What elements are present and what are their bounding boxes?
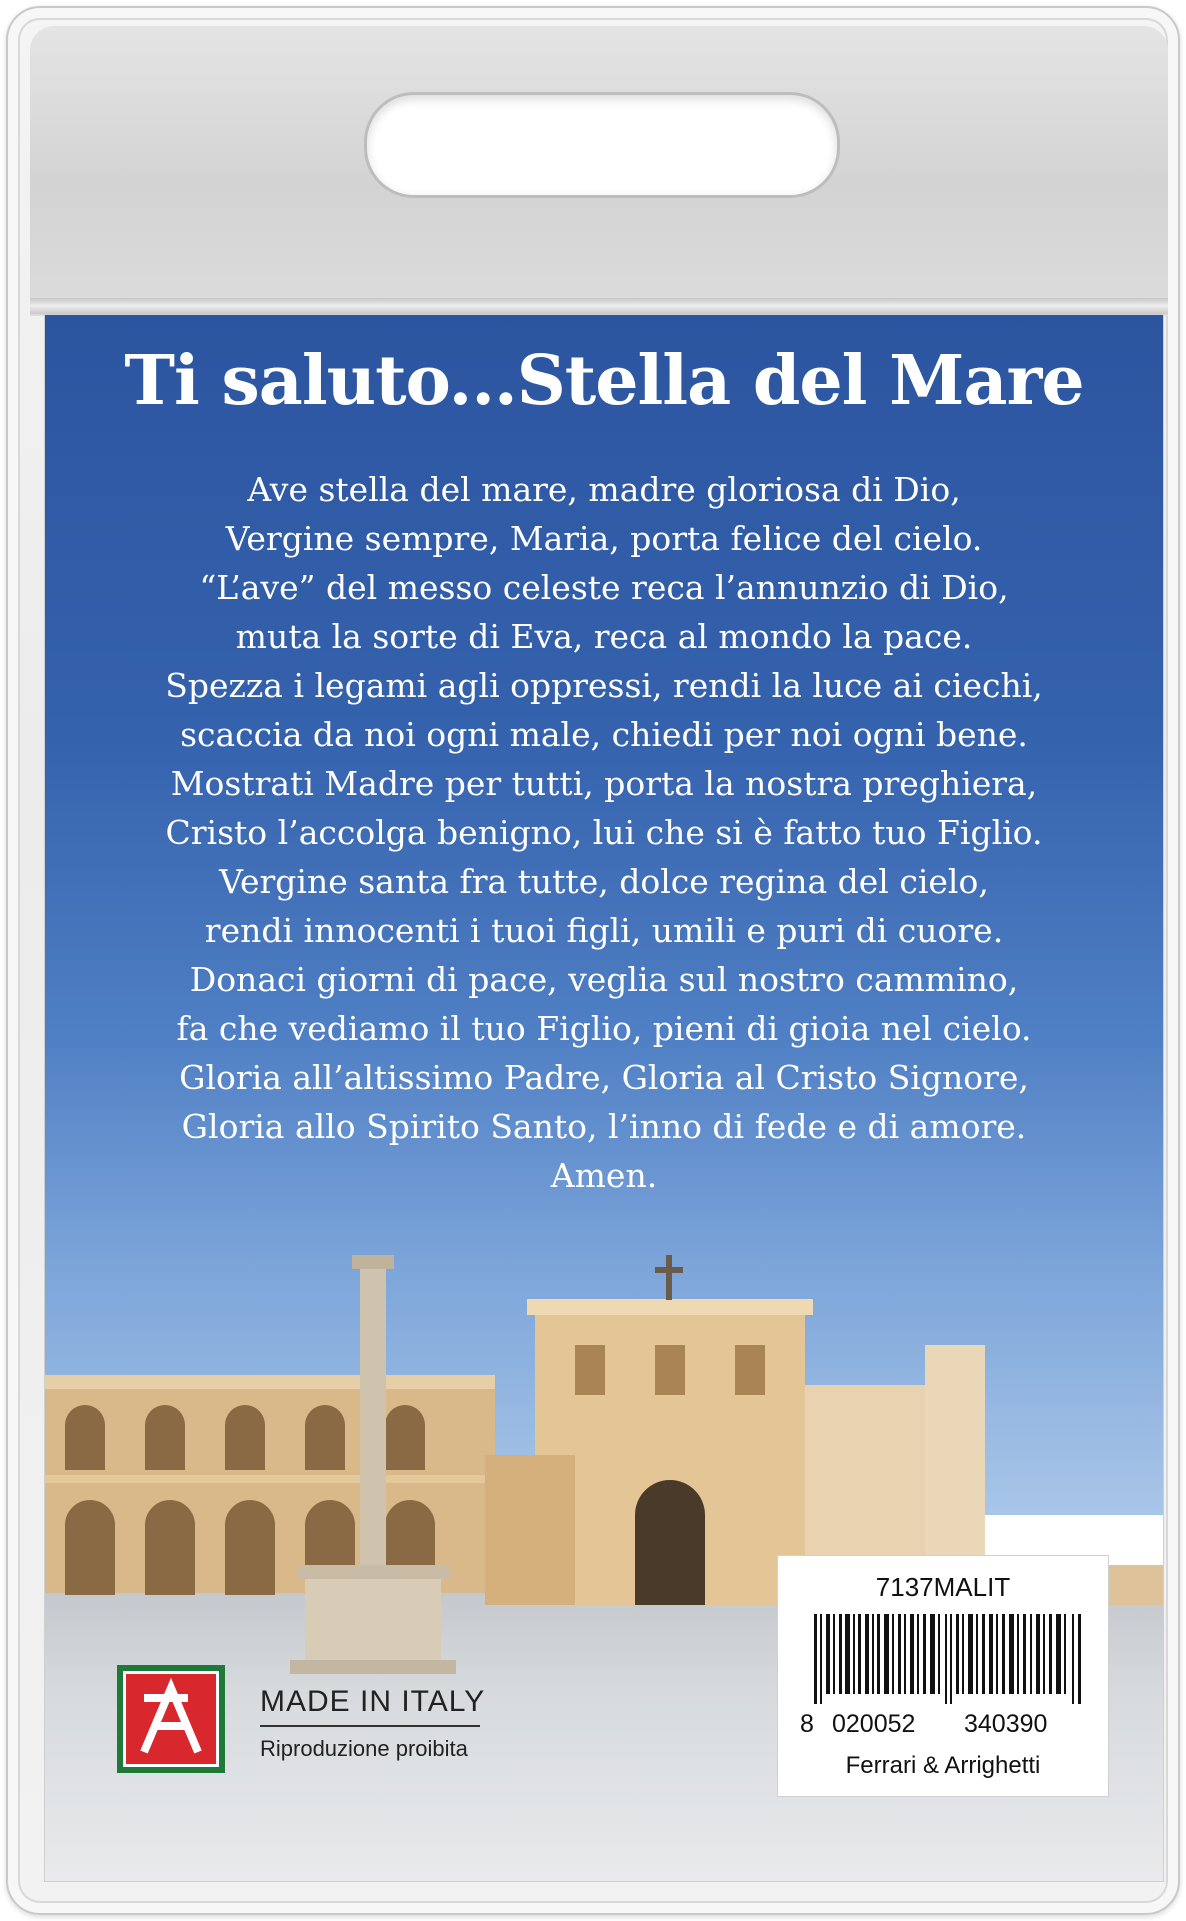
prayer-line: Gloria allo Spirito Santo, l’inno di fede e di amore.	[181, 1107, 1027, 1146]
prayer-line: Vergine sempre, Maria, porta felice del cielo.	[225, 519, 983, 558]
prayer-line: Donaci giorni di pace, veglia sul nostro cammino,	[189, 960, 1019, 999]
made-in-italy: MADE IN ITALY	[260, 1685, 486, 1718]
arcade-building	[45, 1375, 495, 1595]
prayer-line: Cristo l’accolga benigno, lui che si è fatto tuo Figlio.	[165, 813, 1043, 852]
prayer-line: fa che vediamo il tuo Figlio, pieni di gioia nel cielo.	[176, 1009, 1032, 1048]
blister-package	[6, 6, 1180, 1915]
reproduction-notice: Riproduzione proibita	[260, 1736, 468, 1761]
prayer-line: muta la sorte di Eva, reca al mondo la pace.	[235, 617, 973, 656]
brand-logo	[117, 1665, 225, 1773]
barcode-digits-right: 340390	[964, 1710, 1048, 1738]
product-code: 7137MALIT	[875, 1572, 1011, 1602]
prayer-card	[44, 314, 1164, 1882]
barcode-icon	[814, 1614, 1084, 1704]
church-building	[485, 1255, 1163, 1605]
prayer-line: Ave stella del mare, madre gloriosa di Dio,	[247, 470, 961, 509]
prayer-line: scaccia da noi ogni male, chiedi per noi ogni bene.	[180, 715, 1028, 754]
product-label	[777, 1555, 1109, 1797]
brand-name: Ferrari & Arrighetti	[845, 1752, 1041, 1779]
fa-monogram-icon	[126, 1674, 216, 1764]
made-in-divider	[260, 1725, 480, 1727]
package-seal	[30, 298, 1168, 314]
logo-mark	[123, 1671, 219, 1767]
prayer-line: Mostrati Madre per tutti, porta la nostra preghiera,	[170, 764, 1038, 803]
barcode-digit-prefix: 8	[800, 1710, 814, 1738]
hang-hole	[364, 92, 840, 198]
barcode-digits-left: 020052	[832, 1710, 916, 1738]
prayer-line: Vergine santa fra tutte, dolce regina del cielo,	[219, 862, 989, 901]
prayer-text	[45, 465, 1163, 1200]
card-title: Ti saluto...Stella del Mare	[124, 341, 1084, 421]
prayer-line: Gloria all’altissimo Padre, Gloria al Cristo Signore,	[179, 1058, 1029, 1097]
prayer-line: Spezza i legami agli oppressi, rendi la luce ai ciechi,	[165, 666, 1043, 705]
prayer-line: rendi innocenti i tuoi figli, umili e puri di cuore.	[204, 911, 1004, 950]
prayer-line: Amen.	[550, 1156, 658, 1195]
prayer-line: “L’ave” del messo celeste reca l’annunzio di Dio,	[199, 568, 1009, 607]
